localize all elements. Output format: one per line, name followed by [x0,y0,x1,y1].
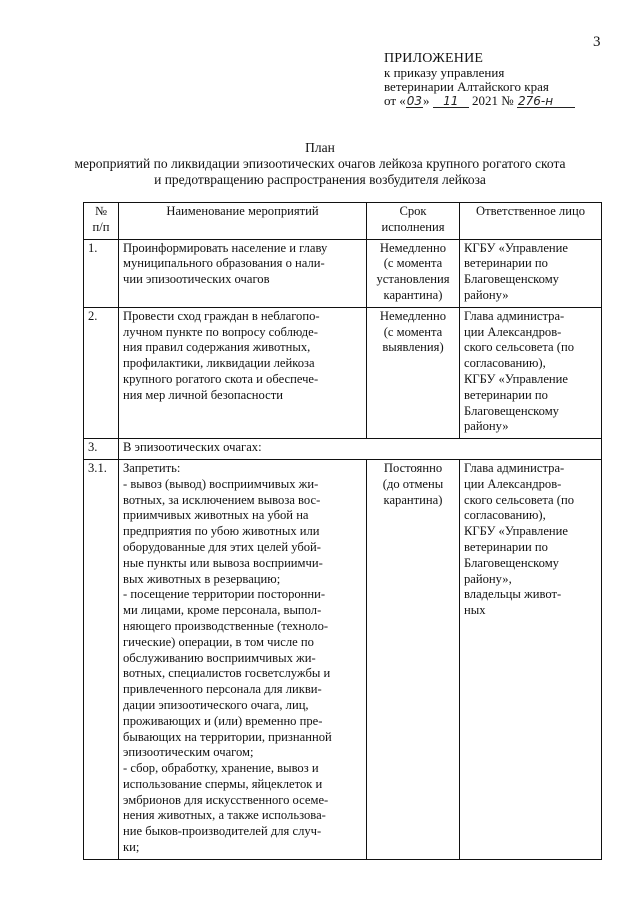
table-row [84,439,602,460]
row-1-resp: КГБУ «Управление ветеринарии по Благовещенскому району» [460,239,602,307]
row-1-term: Немедленно (с момента установления карантина) [367,239,460,307]
appendix-block [384,52,575,108]
row-3-num: 3. [84,439,119,460]
row-3-1-term: Постоянно (до отмены карантина) [367,459,460,859]
date-mid: » [423,93,430,108]
plan-subtitle-1: мероприятий по ликвидации эпизоотических очагов лейкоза крупного рогатого скота [74,156,566,171]
row-3-name: В эпизоотических очагах: [119,439,602,460]
row-2-num: 2. [84,307,119,438]
appendix-date-line [384,94,575,108]
appendix-title: ПРИЛОЖЕНИЕ [384,51,484,66]
appendix-line-2: ветеринарии Алтайского края [384,79,549,94]
header-resp: Ответственное лицо [460,203,602,240]
table-row [84,459,602,859]
row-1-name: Проинформировать население и главу муниципального образования о нали- чии эпизоотических очагов [119,239,367,307]
row-3-1-resp: Глава администра- ции Александров- ского сельсовета (по согласованию), КГБУ «Управление ветеринарии по Благовещенскому району», владельцы живот- ных [460,459,602,859]
row-2-resp: Глава администра- ции Александров- ского сельсовета (по согласованию), КГБУ «Управление ветеринарии по Благовещенскому району» [460,307,602,438]
table-row [84,307,602,438]
row-3-1-name: Запретить: - вывоз (вывод) восприимчивых жи- вотных, за исключением вывоза вос- приимчивых животных на убой на предприятия по убою животных или оборудованные для этих целей убой- ные пункты или вывоза восприимчи- вых животных в резервацию; - посещение территории посторонни- ми лицами, кроме персонала, выпол- няющего производственные (техноло- гические) операции, в том числе по обслуживанию восприимчивых жи- вотных, специалистов госветслужбы и привлеченного персонала для ликви- дации эпизоотического очага, лиц, проживающих и (или) временно пре- бывающих на территории, признанной эпизоотическим очагом; - сбор, обработку, хранение, вывоз и использование спермы, яйцеклеток и эмбрионов для искусственного осеме- нения животных, а также использова- ние быков-производителей для случ- ки; [119,459,367,859]
row-2-name: Провести сход граждан в неблагопо- лучном пункте по вопросу соблюде- ния правил содержания животных, профилактики, ликвидации лейкоза крупного рогатого скота и обеспече- ния мер личной безопасности [119,307,367,438]
measures-table [83,202,602,860]
appendix-line-1: к приказу управления [384,65,505,80]
table-header-row [84,203,602,240]
date-number: 276-н [517,95,575,108]
date-year: 2021 № [472,93,514,108]
header-num: № п/п [84,203,119,240]
header-name: Наименование мероприятий [119,203,367,240]
header-term: Срок исполнения [367,203,460,240]
row-2-term: Немедленно (с момента выявления) [367,307,460,438]
date-month: 11 [433,95,469,108]
table-row [84,239,602,307]
row-1-num: 1. [84,239,119,307]
page-number: 3 [593,34,601,50]
date-prefix: от « [384,93,406,108]
plan-title: План [305,140,335,155]
plan-subtitle-2: и предотвращению распространения возбудителя лейкоза [154,172,486,187]
date-day: 03 [406,94,423,108]
row-3-1-num: 3.1. [84,459,119,859]
